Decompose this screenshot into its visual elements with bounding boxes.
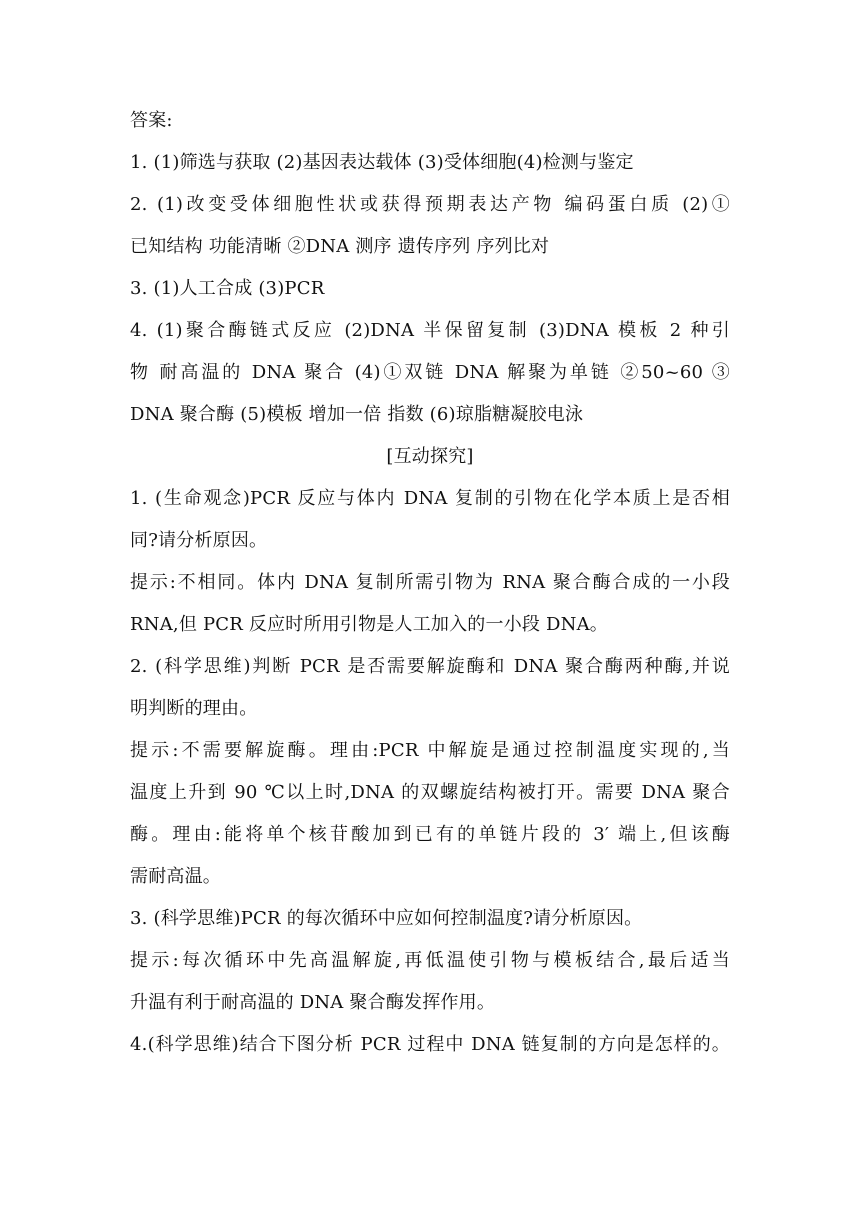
question-2-line-2: 明判断的理由。 [130,698,258,719]
answer-heading: 答案: [130,110,173,131]
answer-2-line-1: 2. (1)改变受体细胞性状或获得预期表达产物 编码蛋白质 (2)① [130,194,730,215]
hint-2-line-3: 酶。理由:能将单个核苷酸加到已有的单链片段的 3′ 端上,但该酶 [130,824,730,845]
answer-4-line-2: 物 耐高温的 DNA 聚合 (4)①双链 DNA 解聚为单链 ②50~60 ③ [130,362,730,383]
answer-4-line-3: DNA 聚合酶 (5)模板 增加一倍 指数 (6)琼脂糖凝胶电泳 [130,404,584,425]
answer-1: 1. (1)筛选与获取 (2)基因表达载体 (3)受体细胞(4)检测与鉴定 [130,152,634,173]
hint-2-line-2: 温度上升到 90 ℃以上时,DNA 的双螺旋结构被打开。需要 DNA 聚合 [130,782,730,803]
hint-2-line-4: 需耐高温。 [130,866,221,887]
question-2-line-1: 2. (科学思维)判断 PCR 是否需要解旋酶和 DNA 聚合酶两种酶,并说 [130,656,730,677]
hint-1-line-1: 提示:不相同。体内 DNA 复制所需引物为 RNA 聚合酶合成的一小段 [130,572,730,593]
answer-section [130,100,730,1066]
hint-1-line-2: RNA,但 PCR 反应时所用引物是人工加入的一小段 DNA。 [130,614,609,635]
question-3: 3. (科学思维)PCR 的每次循环中应如何控制温度?请分析原因。 [130,908,643,929]
answer-3: 3. (1)人工合成 (3)PCR [130,278,325,299]
hint-2-line-1: 提示:不需要解旋酶。理由:PCR 中解旋是通过控制温度实现的,当 [130,740,730,761]
hint-3-line-2: 升温有利于耐高温的 DNA 聚合酶发挥作用。 [130,992,496,1013]
answer-2-line-2: 已知结构 功能清晰 ②DNA 测序 遗传序列 序列比对 [130,236,550,257]
question-4: 4.(科学思维)结合下图分析 PCR 过程中 DNA 链复制的方向是怎样的。 [130,1034,730,1055]
question-1-line-2: 同?请分析原因。 [130,530,268,551]
hint-3-line-1: 提示:每次循环中先高温解旋,再低温使引物与模板结合,最后适当 [130,950,730,971]
section-heading: [互动探究] [386,446,474,467]
answer-4-line-1: 4. (1)聚合酶链式反应 (2)DNA 半保留复制 (3)DNA 模板 2 种引 [130,320,730,341]
question-1-line-1: 1. (生命观念)PCR 反应与体内 DNA 复制的引物在化学本质上是否相 [130,488,730,509]
